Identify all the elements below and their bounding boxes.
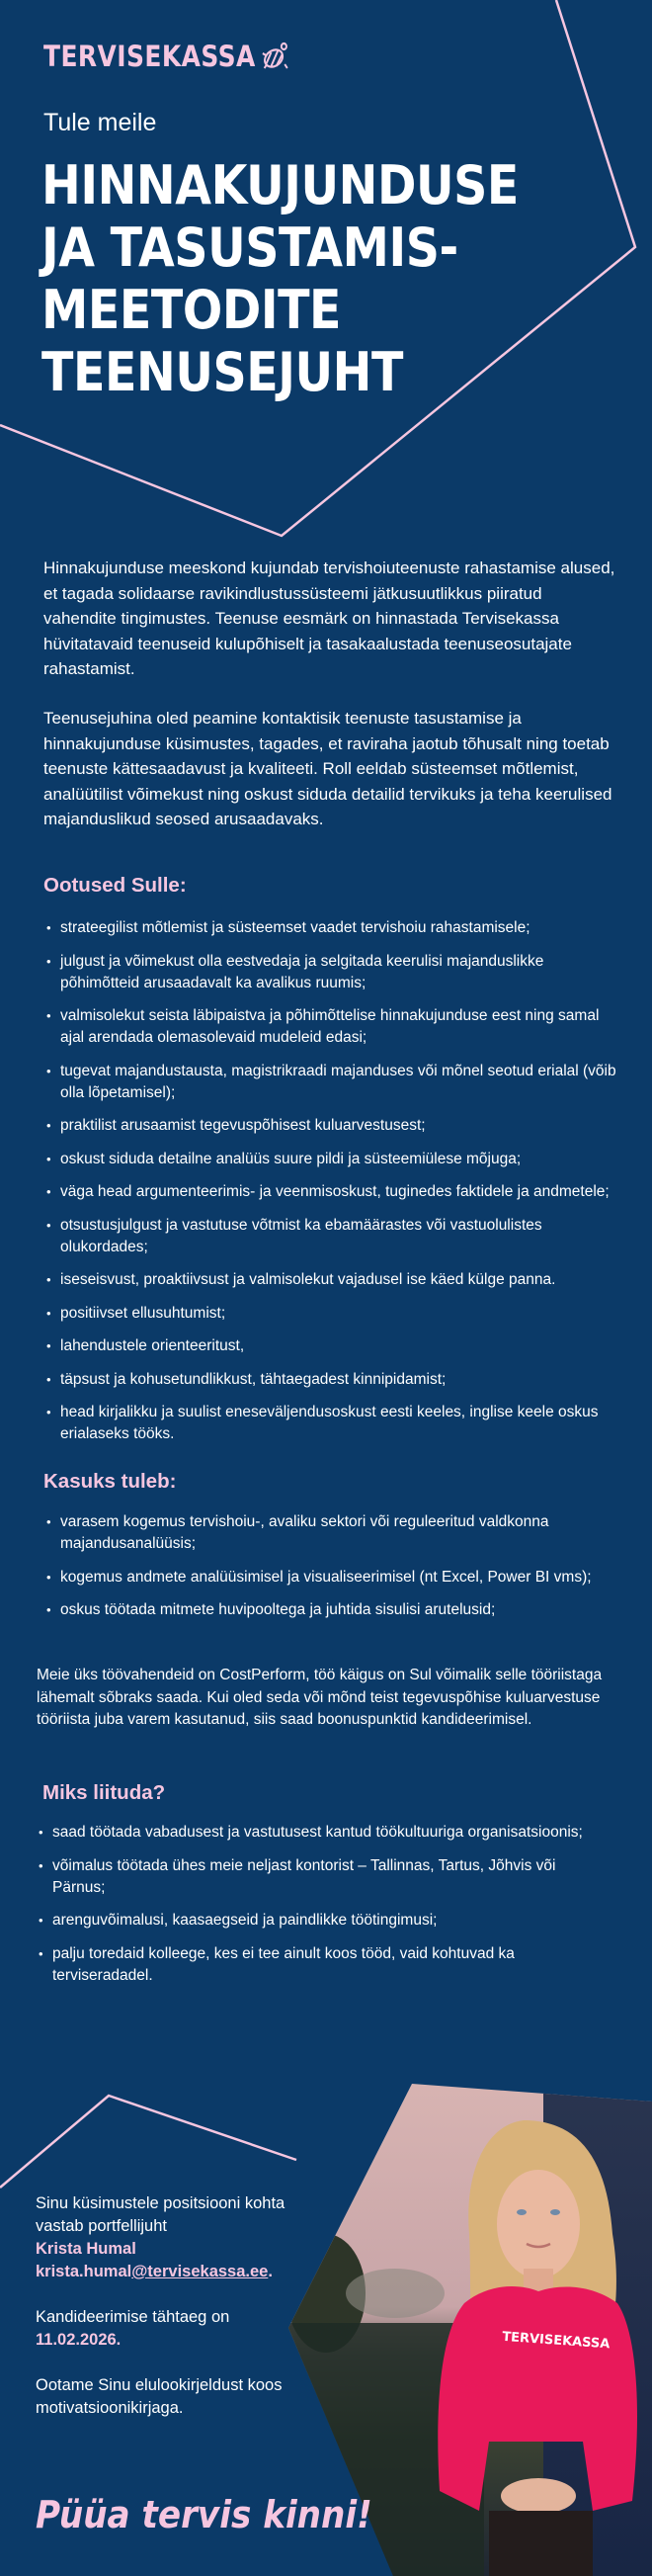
brand-name: TERVISEKASSA — [43, 40, 256, 73]
list-item: • arenguvõimalusi, kaasaegseid ja paindlikke töötingimusi; — [36, 1910, 589, 1932]
expectations-heading: Ootused Sulle: — [43, 874, 187, 897]
list-item: • kogemus andmete analüüsimisel ja visualiseerimisel (nt Excel, Power BI vms); — [43, 1567, 626, 1589]
job-title — [41, 154, 529, 403]
list-item: • varasem kogemus tervishoiu-, avaliku sektori või reguleeritud valdkonna majandusanalüüsis; — [43, 1511, 626, 1555]
email-end: . — [268, 2263, 273, 2280]
list-item: • lahendustele orienteeritust, — [43, 1335, 626, 1357]
list-item: • praktilist arusaamist tegevuspõhisest kuluarvestusest; — [43, 1115, 626, 1137]
costperform-note: Meie üks töövahendeid on CostPerform, töö käigus on Sul võimalik selle tööriistaga lähemalt sõbraks saada. Kui oled seda või mõnd teist tegevuspõhise kuluarvestuse tööriista juba varem kasutanud, siis saad boonuspunktid kandideerimisel. — [37, 1667, 603, 1728]
brand-logo — [43, 40, 289, 73]
list-item: • oskust siduda detailne analüüs suure pildi ja süsteemiülese mõjuga; — [43, 1149, 626, 1170]
list-item: • täpsust ja kohusetundlikkust, tähtaegadest kinnipidamist; — [43, 1369, 626, 1391]
list-item: • iseseisvust, proaktiivsust ja valmisolekut vajadusel ise käed külge panna. — [43, 1269, 626, 1291]
list-item: • valmisolekut seista läbipaistva ja põhimõttelise hinnakujunduse eest ning samal ajal arendada olemasolevaid mudeleid edasi; — [43, 1005, 626, 1049]
email-user: krista.humal — [36, 2263, 132, 2280]
application-instructions: Ootame Sinu elulookirjeldust koos motivatsioonikirjaga. — [36, 2376, 283, 2417]
list-item: • positiivset ellusuhtumist; — [43, 1303, 626, 1325]
slogan: Püüa tervis kinni! — [36, 2493, 372, 2536]
contact-block — [36, 2192, 332, 2420]
list-item: • otsustusjulgust ja vastutuse võtmist ka ebamäärastes või vastuolulistes olukordades; — [43, 1215, 626, 1258]
why-join-heading: Miks liituda? — [42, 1781, 166, 1804]
job-title-line: MEETODITE — [41, 279, 342, 341]
contact-intro: Sinu küsimustele positsiooni kohta vastab portfellijuht — [36, 2194, 285, 2235]
list-item: • oskus töötada mitmete huvipooltega ja juhtida sisulisi arutelusid; — [43, 1599, 626, 1621]
contact-email-link[interactable] — [36, 2263, 273, 2280]
contact-name: Krista Humal — [36, 2240, 136, 2258]
decorative-line-bottom — [0, 2096, 296, 2188]
advantages-heading: Kasuks tuleb: — [43, 1470, 177, 1493]
job-title-line: TEENUSEJUHT — [41, 341, 403, 403]
deadline-date: 11.02.2026. — [36, 2331, 122, 2349]
intro-paragraph-2: Teenusejuhina oled peamine kontaktisik teenuste tasustamise ja hinnakujunduse küsimustes, tagades, et raviraha jaotub tõhusalt ning toetab teenuste kättesaadavust ja kvaliteeti. Roll eeldab süsteemset mõtlemist, analüütilist võimekust ning oskust siduda detailid tervikuks ja teha keerulised majanduslikud seosed arusaadavaks. — [43, 709, 612, 828]
email-domain: @tervisekassa.ee — [131, 2263, 269, 2280]
list-item: • võimalus töötada ühes meie neljast kontorist – Tallinnas, Tartus, Jõhvis või Pärnus; — [36, 1855, 589, 1899]
list-item: • saad töötada vabadusest ja vastutusest kantud töökultuuriga organisatsioonis; — [36, 1822, 589, 1844]
job-title-line: HINNAKUJUNDUSE — [41, 154, 519, 216]
turtle-icon — [259, 41, 289, 72]
why-join-list — [36, 1822, 589, 1998]
list-item: • head kirjalikku ja suulist eneseväljendusoskust eesti keeles, inglise keele oskus erialaseks tööks. — [43, 1402, 626, 1445]
list-item: • tugevat majandustausta, magistrikraadi majanduses või mõnel seotud erialal (võib olla lõpetamisel); — [43, 1061, 626, 1104]
expectations-list — [43, 917, 626, 1457]
deadline-label: Kandideerimise tähtaeg on — [36, 2308, 230, 2326]
sweater-logo-text: TERVISEKASSA — [501, 2329, 611, 2353]
list-item: • palju toredaid kolleege, kes ei tee ainult koos tööd, vaid kohtuvad ka terviseradadel. — [36, 1943, 589, 1987]
list-item: • julgust ja võimekust olla eestvedaja ja selgitada keerulisi majanduslikke põhimõtteid arusaadavalt ka avalikus ruumis; — [43, 951, 626, 994]
intro-paragraph-1: Hinnakujunduse meeskond kujundab tervishoiuteenuste rahastamise alused, et tagada solidaarse ravikindlustussüsteemi jätkusuutlikkus piiratud vahendite tingimustes. Teenuse eesmärk on hinnastada Tervisekassa hüvitatavaid teenuseid kulupõhiselt ja tasakaalustada teenuseosutajate rahastamist. — [43, 558, 615, 678]
job-title-line: JA TASUSTAMIS- — [41, 216, 458, 279]
list-item: • väga head argumenteerimis- ja veenmisoskust, tuginedes faktidele ja andmetele; — [43, 1181, 626, 1203]
list-item: • strateegilist mõtlemist ja süsteemset vaadet tervishoiu rahastamisele; — [43, 917, 626, 939]
advantages-list — [43, 1511, 626, 1633]
tagline: Tule meile — [43, 109, 157, 136]
